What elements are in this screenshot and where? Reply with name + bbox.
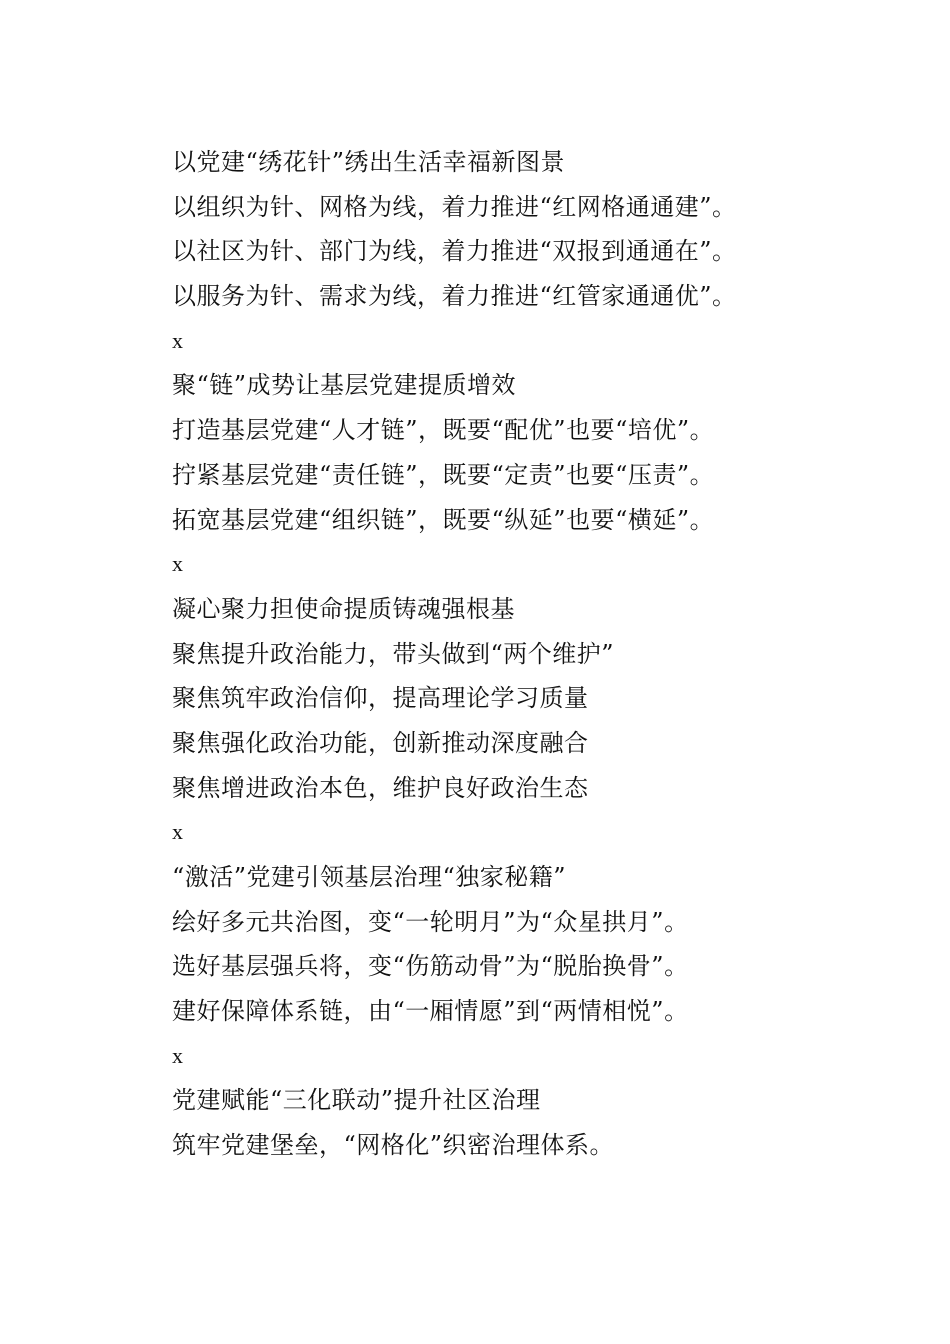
document-body [172,140,942,1168]
text-line: 打造基层党建“人才链”，既要“配优”也要“培优”。 [172,416,715,445]
text-line: 筑牢党建堡垒，“网格化”织密治理体系。 [172,1131,615,1160]
separator-mark: x [172,327,183,353]
section-title: 聚“链”成势让基层党建提质增效 [172,371,517,400]
text-line: 聚焦筑牢政治信仰，提高理论学习质量 [172,684,589,713]
text-line: 选好基层强兵将，变“伤筋动骨”为“脱胎换骨”。 [172,952,689,981]
text-line: 绘好多元共治图，变“一轮明月”为“众星拱月”。 [172,907,689,936]
text-line: 以组织为针、网格为线，着力推进“红网格通通建”。 [172,192,737,221]
text-line: 建好保障体系链，由“一厢情愿”到“两情相悦”。 [172,997,689,1026]
text-line: 以社区为针、部门为线，着力推进“双报到通通在”。 [172,237,737,266]
text-line: 聚焦提升政治能力，带头做到“两个维护” [172,639,615,668]
text-line: 拧紧基层党建“责任链”，既要“定责”也要“压责”。 [172,460,715,489]
text-line: 拓宽基层党建“组织链”，既要“纵延”也要“横延”。 [172,505,715,534]
separator-mark: x [172,551,183,577]
text-line: 聚焦增进政治本色，维护良好政治生态 [172,773,589,802]
separator-mark: x [172,1042,183,1068]
section-title: 凝心聚力担使命提质铸魂强根基 [172,594,515,623]
section-title: “激活”党建引领基层治理“独家秘籍” [172,863,567,891]
separator-mark: x [172,819,183,845]
text-line: 聚焦强化政治功能，创新推动深度融合 [172,728,589,757]
section-title: 党建赋能“三化联动”提升社区治理 [172,1086,541,1115]
text-line: 以服务为针、需求为线，着力推进“红管家通通优”。 [172,282,737,311]
section-title: 以党建“绣花针”绣出生活幸福新图景 [172,148,566,176]
